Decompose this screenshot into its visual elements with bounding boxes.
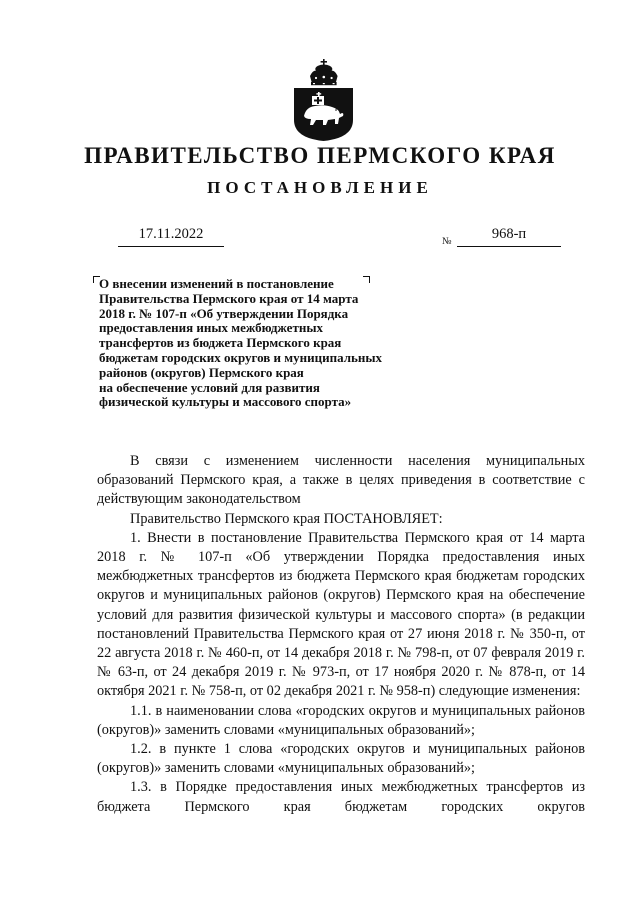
subject-line: Правительства Пермского края от 14 марта <box>99 290 359 306</box>
body-paragraph: 1.2. в пункте 1 слова «городских округов и муниципальных районов (округов)» заменить словами «муниципальных образований»; <box>97 741 585 777</box>
body-paragraph: 1. Внести в постановление Правительства Пермского края от 14 марта 2018 г. № 107-п «Об утверждении Порядка предоставления иных межбюджетных трансфертов из бюджета Пермского края бюджетам городских округов и муниципальных районов (округов) Пермского края на обеспечение условий для развития физической культуры и массового спорта» (в редакции постановлений Правительства Пермского края от 27 июня 2018 г. № 350-п, от 22 августа 2018 г. № 460-п, от 14 декабря 2018 г. № 798-п, от 07 февраля 2019 г. № 63-п, от 24 декабря 2019 г. № 973-п, от 17 ноября 2020 г. № 878-п, от 14 октября 2021 г. № 758-п, от 02 декабря 2021 г. № 958-п) следующие изменения: <box>97 529 585 700</box>
subject-line: О внесении изменений в постановление <box>99 276 334 291</box>
government-title: ПРАВИТЕЛЬСТВО ПЕРМСКОГО КРАЯ <box>84 143 556 168</box>
subject-line: физической культуры и массового спорта» <box>99 394 352 410</box>
document-subject <box>99 277 479 410</box>
subject-line: трансфертов из бюджета Пермского края <box>99 335 342 351</box>
coat-of-arms-icon <box>290 58 356 142</box>
subject-line: предоставления иных межбюджетных <box>99 320 323 336</box>
subject-line: районов (округов) Пермского края <box>99 364 304 380</box>
body-paragraph: Правительство Пермского края ПОСТАНОВЛЯЕТ: <box>130 510 443 527</box>
subject-line: 2018 г. № 107-п «Об утверждении Порядка <box>99 305 349 321</box>
body-paragraph: 1.1. в наименовании слова «городских округов и муниципальных районов (округов)» заменить словами «муниципальных образований»; <box>97 702 585 738</box>
subject-line: бюджетам городских округов и муниципальных <box>99 349 382 365</box>
document-date: 17.11.2022 <box>118 226 224 247</box>
body-paragraph: В связи с изменением численности населения муниципальных образований Пермского края, а также в целях приведения в соответствие с действующим законодательством <box>97 453 585 508</box>
subject-line: на обеспечение условий для развития <box>99 379 320 395</box>
number-label: № <box>442 236 452 247</box>
document-type: ПОСТАНОВЛЕНИЕ <box>207 178 433 197</box>
body-paragraph: 1.3. в Порядке предоставления иных межбюджетных трансфертов из бюджета Пермского края бюджетам городских округов <box>97 779 585 815</box>
document-number: 968-п <box>457 226 561 247</box>
document-body <box>97 452 585 817</box>
